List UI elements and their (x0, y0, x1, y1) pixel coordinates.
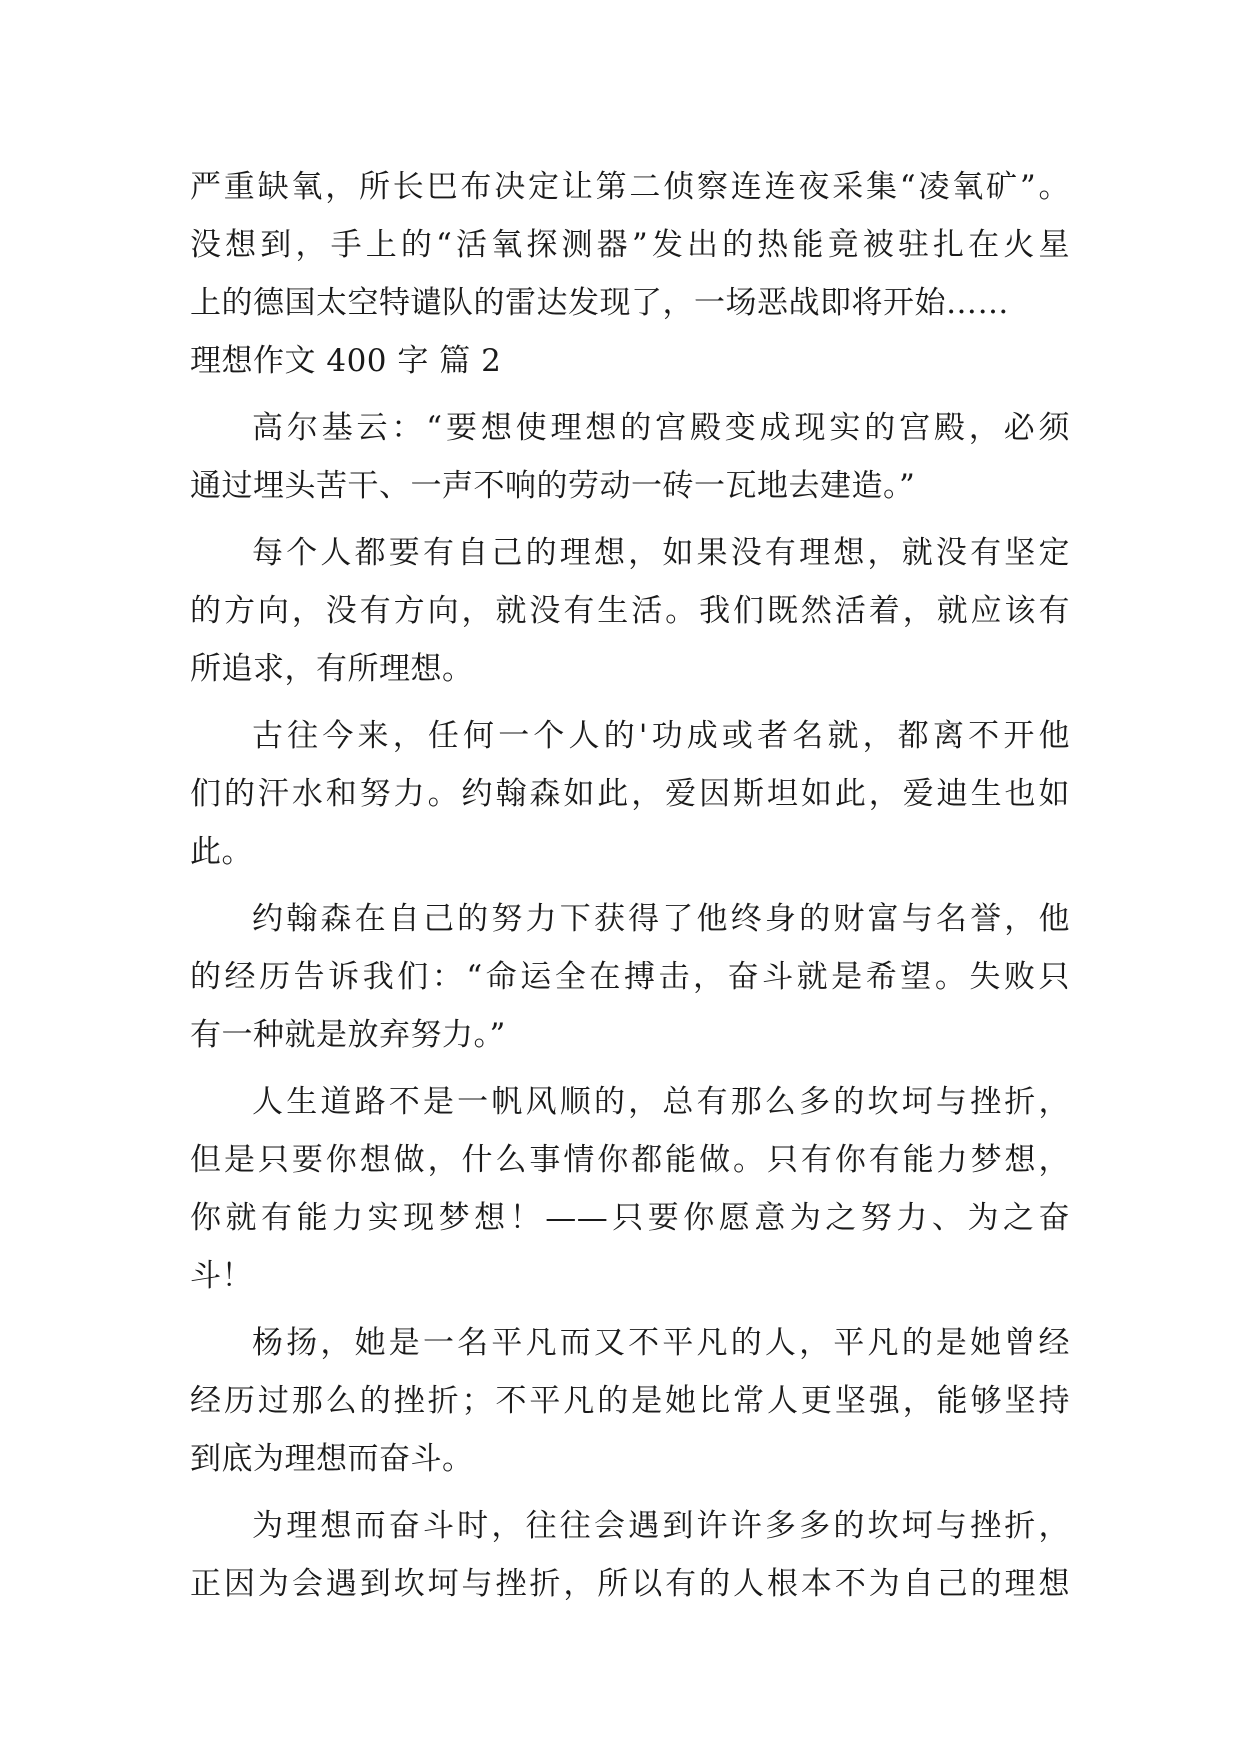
text-line: 有一种就是放弃努力。” (190, 1017, 506, 1053)
text-line: 所追求，有所理想。 (190, 651, 474, 687)
document-body (190, 158, 1070, 1613)
text-line: 古往今来，任何一个人的'功成或者名就，都离不开他 (252, 718, 1070, 754)
text-line: 高尔基云：“要想使理想的宫殿变成现实的宫殿，必须 (252, 410, 1070, 446)
paragraph (190, 524, 1070, 698)
text-line: 每个人都要有自己的理想，如果没有理想，就没有坚定 (252, 535, 1070, 571)
text-line: 到底为理想而奋斗。 (190, 1441, 474, 1477)
paragraph (190, 1314, 1070, 1488)
paragraph (190, 1073, 1070, 1305)
text-line: 但是只要你想做，什么事情你都能做。只有你有能力梦想， (190, 1142, 1070, 1178)
paragraph (190, 1497, 1070, 1613)
paragraph (190, 399, 1070, 515)
intro-paragraph (190, 158, 1070, 332)
paragraph (190, 707, 1070, 881)
paragraph (190, 890, 1070, 1064)
text-line: 们的汗水和努力。约翰森如此，爱因斯坦如此，爱迪生也如 (190, 776, 1070, 812)
text-line: 上的德国太空特谴队的雷达发现了，一场恶战即将开始…… (190, 285, 1009, 321)
text-line: 约翰森在自己的努力下获得了他终身的财富与名誉，他 (252, 901, 1070, 937)
text-line: 人生道路不是一帆风顺的，总有那么多的坎坷与挫折， (252, 1084, 1070, 1120)
text-line: 通过埋头苦干、一声不响的劳动一砖一瓦地去建造。” (190, 468, 916, 504)
text-line: 的方向，没有方向，就没有生活。我们既然活着，就应该有 (190, 593, 1070, 629)
text-line: 严重缺氧，所长巴布决定让第二侦察连连夜采集“凌氧矿”。 (190, 169, 1070, 205)
text-line: 正因为会遇到坎坷与挫折，所以有的人根本不为自己的理想 (190, 1566, 1070, 1602)
text-line: 为理想而奋斗时，往往会遇到许许多多的坎坷与挫折， (252, 1508, 1070, 1544)
text-line: 斗！ (190, 1258, 253, 1294)
text-line: 此。 (190, 834, 253, 870)
section-heading: 理想作文 400 字 篇 2 (190, 343, 502, 379)
text-line: 杨扬，她是一名平凡而又不平凡的人，平凡的是她曾经 (252, 1325, 1070, 1361)
text-line: 的经历告诉我们：“命运全在搏击，奋斗就是希望。失败只 (190, 959, 1070, 995)
text-line: 经历过那么的挫折；不平凡的是她比常人更坚强，能够坚持 (190, 1383, 1070, 1419)
text-line: 没想到，手上的“活氧探测器”发出的热能竟被驻扎在火星 (190, 227, 1070, 263)
text-line: 你就有能力实现梦想！——只要你愿意为之努力、为之奋 (190, 1200, 1070, 1236)
